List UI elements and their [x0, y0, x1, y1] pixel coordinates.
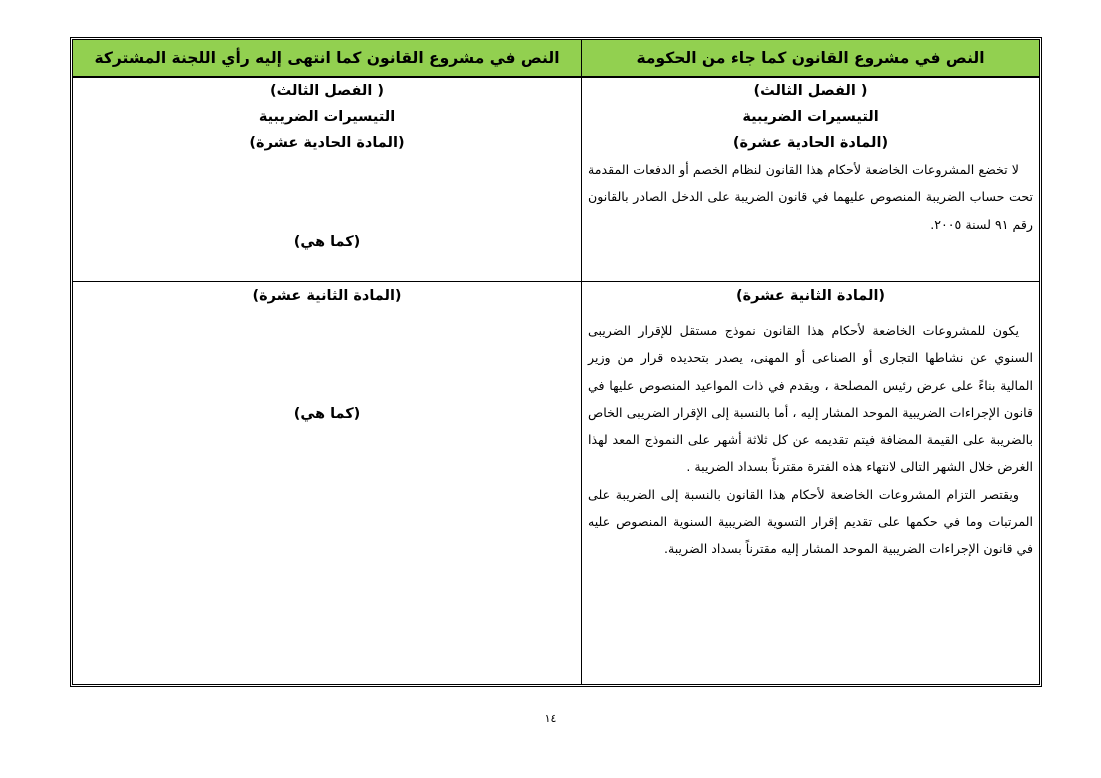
- row1-gov-chapter: ( الفصل الثالث): [753, 83, 868, 99]
- page-number: ١٤: [544, 712, 557, 725]
- row2-gov-paragraph-2: ويقتصر التزام المشروعات الخاضعة لأحكام هذا القانون بالنسبة إلى الضريبة على المرتبات وما في حكمها على تقديم إقرار التسوية الضريبية السنوية المنصوص عليه في قانون الإجراءات الضريبية الموحد المشار إليه مقترناً بسداد الضريبة.: [588, 486, 1033, 557]
- row1-committee-as-is: (كما هي): [293, 234, 361, 250]
- row2-government-cell: [581, 282, 1039, 684]
- row1-committee-article: (المادة الحادية عشرة): [249, 135, 405, 151]
- row1-government-cell: [581, 78, 1039, 282]
- row2-committee-article: (المادة الثانية عشرة): [252, 288, 402, 304]
- row1-committee-cell: [73, 78, 581, 282]
- row1-committee-chapter-title: التيسيرات الضريبية: [258, 109, 396, 125]
- row2-gov-paragraph-1: يكون للمشروعات الخاضعة لأحكام هذا القانون نموذج مستقل للإقرار الضريبى السنوي عن نشاطها التجارى أو الصناعى أو المهنى، يصدر بتحديده قرار من وزير المالية بناءً على عرض رئيس المصلحة ، ويقدم في ذات المواعيد المنصوص عليها في قانون الإجراءات الضريبية الموحد المشار إليه ، أما بالنسبة إلى الإقرار الضريبى الخاص بالضريبة على القيمة المضافة فيتم تقديمه عن كل ثلاثة أشهر على النموذج المعد لهذا الغرض خلال الشهر التالى لانتهاء هذه الفترة مقترناً بسداد الضريبة .: [588, 323, 1033, 475]
- row2-committee-cell: [73, 282, 581, 684]
- header-committee-text: [73, 40, 581, 78]
- header-government-label: النص في مشروع القانون كما جاء من الحكومة: [636, 49, 985, 67]
- header-committee-label: النص في مشروع القانون كما انتهى إليه رأي اللجنة المشتركة: [94, 49, 560, 67]
- row2-committee-as-is: (كما هي): [293, 406, 361, 422]
- comparison-table: [70, 37, 1042, 687]
- row1-gov-chapter-title: التيسيرات الضريبية: [742, 109, 879, 125]
- header-government-text: [581, 40, 1039, 78]
- row1-committee-chapter: ( الفصل الثالث): [269, 83, 384, 99]
- row1-gov-article-text: لا تخضع المشروعات الخاضعة لأحكام هذا القانون لنظام الخصم أو الدفعات المقدمة تحت حساب الضريبة المنصوص عليهما في قانون الضريبة على الدخل الصادر بالقانون رقم ٩١ لسنة ٢٠٠٥.: [588, 162, 1033, 232]
- row2-gov-article: (المادة الثانية عشرة): [735, 288, 886, 304]
- row1-gov-article: (المادة الحادية عشرة): [732, 135, 889, 151]
